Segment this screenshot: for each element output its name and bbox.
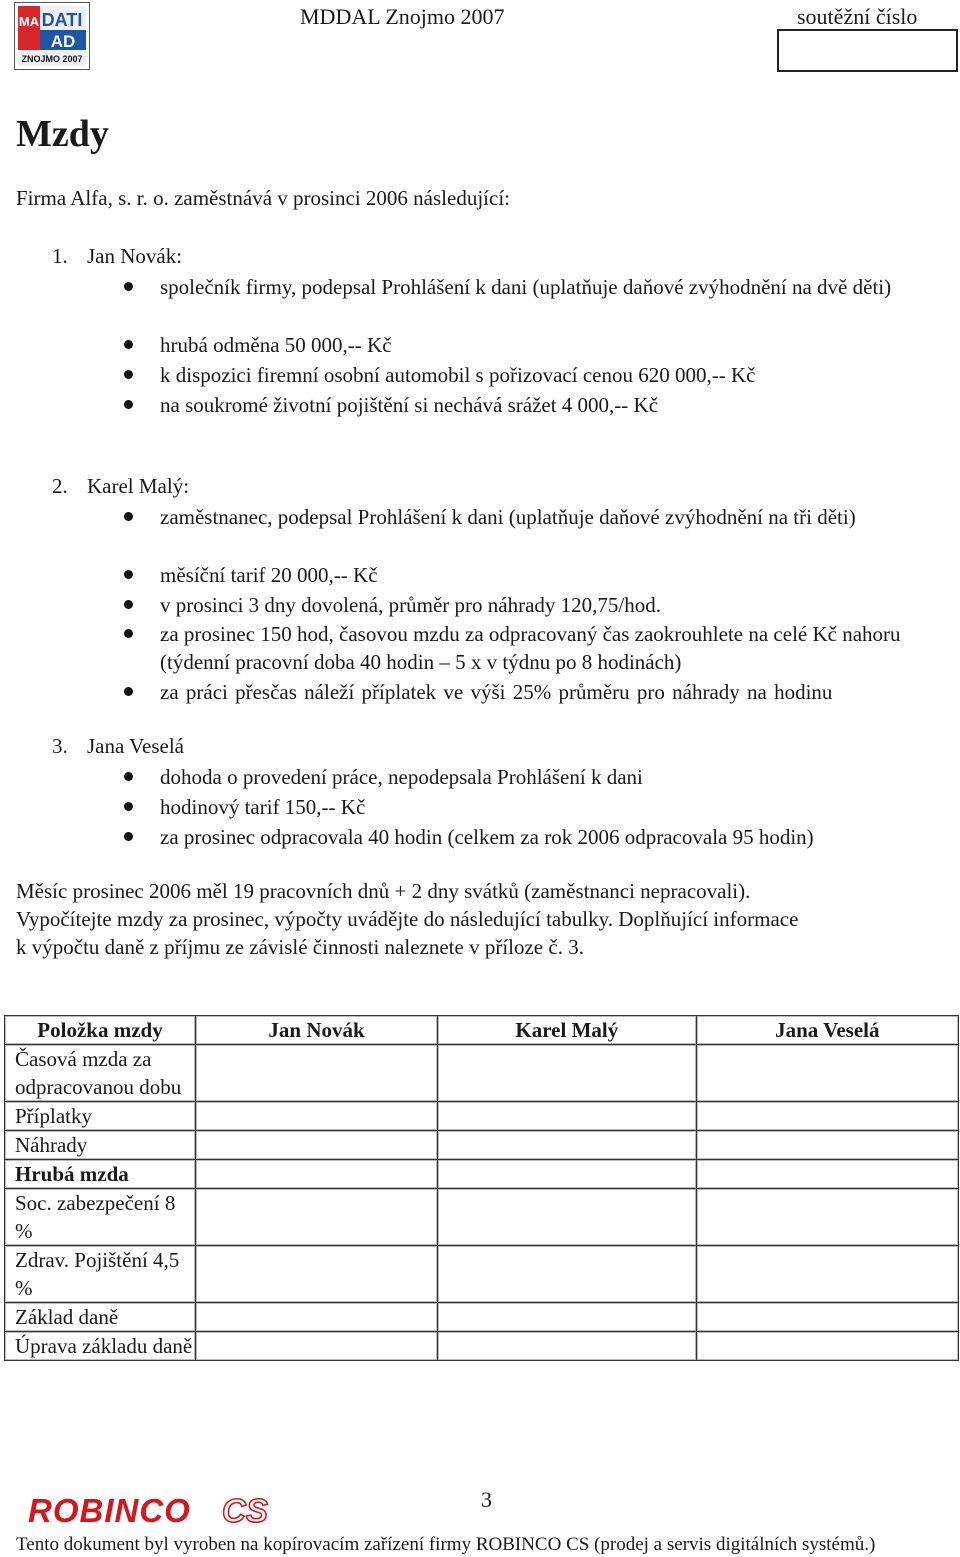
bullet-icon [124, 570, 133, 579]
table-cell[interactable] [438, 1160, 696, 1189]
svg-text:DATI: DATI [41, 10, 83, 30]
table-header-row [5, 1016, 959, 1045]
table-row [5, 1246, 959, 1303]
svg-text:AD: AD [50, 32, 76, 51]
bullet-icon [124, 772, 133, 781]
table-cell[interactable] [196, 1160, 438, 1189]
employee-number: 2. [52, 474, 68, 498]
list-item: k dispozici firemní osobní automobil s pořizovací cenou 620 000,-- Kč [160, 363, 756, 387]
instructions-line: k výpočtu daně z příjmu ze závislé činnosti naleznete v příloze č. 3. [16, 935, 584, 959]
wage-table [4, 1015, 959, 1361]
list-item: hodinový tarif 150,-- Kč [160, 795, 366, 819]
instructions-line: Vypočítejte mzdy za prosinec, výpočty uvádějte do následující tabulky. Doplňující informace [16, 907, 799, 931]
table-cell[interactable] [196, 1131, 438, 1160]
table-row [5, 1332, 959, 1361]
bullet-icon [124, 802, 133, 811]
list-item: zaměstnanec, podepsal Prohlášení k dani (uplatňuje daňové zvýhodnění na tři děti) [160, 505, 856, 529]
employee-1-heading [52, 244, 182, 269]
header-title: MDDAL Znojmo 2007 [300, 4, 505, 29]
row-label: Náhrady [5, 1131, 196, 1160]
row-label: Úprava základu daně [5, 1332, 196, 1361]
list-item: společník firmy, podepsal Prohlášení k dani (uplatňuje daňové zvýhodnění na dvě děti) [160, 275, 892, 299]
table-cell[interactable] [438, 1131, 696, 1160]
row-label: Časová mzda za odpracovanou dobu [5, 1045, 196, 1102]
svg-text:ZNOJMO 2007: ZNOJMO 2007 [21, 54, 83, 64]
list-item: na soukromé životní pojištění si nechává srážet 4 000,-- Kč [160, 393, 659, 417]
row-label: Soc. zabezpečení 8 % [5, 1189, 196, 1246]
table-cell[interactable] [196, 1246, 438, 1303]
table-cell[interactable] [196, 1102, 438, 1131]
table-cell[interactable] [196, 1303, 438, 1332]
competition-number-label: soutěžní číslo [797, 4, 918, 29]
employee-3-heading [52, 734, 184, 759]
employee-name: Jana Veselá [87, 734, 184, 758]
row-label: Základ daně [5, 1303, 196, 1332]
table-row [5, 1189, 959, 1246]
svg-text:MA: MA [18, 14, 40, 29]
event-logo [14, 2, 90, 70]
list-item: za prosinec 150 hod, časovou mzdu za odpracovaný čas zaokrouhlete na celé Kč nahoru (týdenní pracovní doba 40 hodin – 5 x v týdnu po 8 hodinách) [160, 622, 901, 674]
competition-number-box[interactable] [777, 29, 958, 72]
table-cell[interactable] [696, 1246, 958, 1303]
table-row [5, 1131, 959, 1160]
bullet-icon [124, 340, 133, 349]
row-label: Hrubá mzda [5, 1160, 196, 1189]
bullet-icon [124, 629, 133, 638]
table-cell[interactable] [438, 1332, 696, 1361]
svg-text:CS: CS [222, 1492, 268, 1529]
column-header: Jana Veselá [696, 1016, 958, 1045]
employee-number: 1. [52, 244, 68, 268]
table-row [5, 1160, 959, 1189]
table-cell[interactable] [438, 1102, 696, 1131]
row-label: Příplatky [5, 1102, 196, 1131]
table-cell[interactable] [696, 1131, 958, 1160]
list-item: za práci přesčas náleží příplatek ve výši 25% průměru pro náhrady na hodinu [160, 680, 833, 704]
list-item: za prosinec odpracovala 40 hodin (celkem za rok 2006 odpracovala 95 hodin) [160, 825, 814, 849]
instructions-line: Měsíc prosinec 2006 měl 19 pracovních dnů + 2 dny svátků (zaměstnanci nepracovali). [16, 879, 751, 903]
list-item: měsíční tarif 20 000,-- Kč [160, 563, 378, 587]
employee-2-heading [52, 474, 189, 499]
svg-text:ROBINCO: ROBINCO [28, 1492, 191, 1529]
column-header: Jan Novák [196, 1016, 438, 1045]
table-cell[interactable] [696, 1303, 958, 1332]
list-item: v prosinci 3 dny dovolená, průměr pro náhrady 120,75/hod. [160, 593, 661, 617]
instructions-paragraph [16, 877, 946, 961]
footer-text: Tento dokument byl vyroben na kopírovacím zařízení firmy ROBINCO CS (prodej a servis digitálních systémů.) [16, 1534, 876, 1555]
table-cell[interactable] [696, 1189, 958, 1246]
bullet-icon [124, 832, 133, 841]
table-cell[interactable] [438, 1045, 696, 1102]
column-header: Karel Malý [438, 1016, 696, 1045]
table-cell[interactable] [438, 1303, 696, 1332]
page-number: 3 [481, 1487, 492, 1512]
table-row [5, 1303, 959, 1332]
table-cell[interactable] [196, 1189, 438, 1246]
table-cell[interactable] [438, 1189, 696, 1246]
table-cell[interactable] [438, 1246, 696, 1303]
bullet-icon [124, 370, 133, 379]
table-cell[interactable] [696, 1045, 958, 1102]
robinco-logo [26, 1490, 286, 1530]
table-row [5, 1102, 959, 1131]
employee-name: Karel Malý: [87, 474, 190, 498]
table-cell[interactable] [696, 1160, 958, 1189]
employee-number: 3. [52, 734, 68, 758]
table-row [5, 1045, 959, 1102]
list-item: dohoda o provedení práce, nepodepsala Prohlášení k dani [160, 765, 643, 789]
bullet-icon [124, 400, 133, 409]
page-title: Mzdy [16, 113, 109, 155]
column-header: Položka mzdy [5, 1016, 196, 1045]
bullet-icon [124, 512, 133, 521]
list-item: hrubá odměna 50 000,-- Kč [160, 333, 392, 357]
intro-text: Firma Alfa, s. r. o. zaměstnává v prosinci 2006 následující: [16, 186, 510, 210]
employee-name: Jan Novák: [87, 244, 183, 268]
bullet-icon [124, 600, 133, 609]
table-cell[interactable] [196, 1332, 438, 1361]
table-cell[interactable] [696, 1332, 958, 1361]
table-cell[interactable] [196, 1045, 438, 1102]
bullet-icon [124, 687, 133, 696]
bullet-icon [124, 282, 133, 291]
table-cell[interactable] [696, 1102, 958, 1131]
row-label: Zdrav. Pojištění 4,5 % [5, 1246, 196, 1303]
